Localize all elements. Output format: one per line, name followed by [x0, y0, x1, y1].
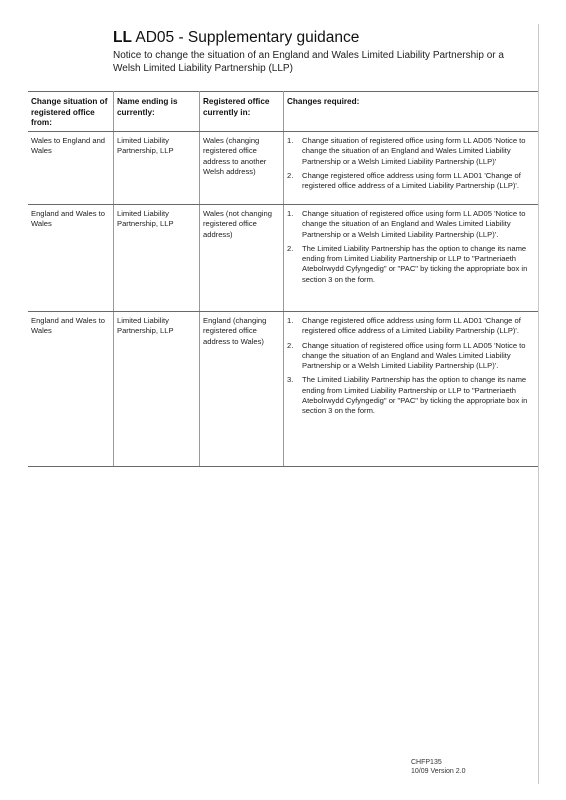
header-name-ending: Name ending is currently:	[114, 92, 200, 132]
cell-changes	[284, 312, 539, 467]
item-number: 3.	[287, 375, 294, 385]
changes-list	[287, 316, 535, 417]
item-text: Change registered office address using form LL AD01 'Change of registered office address of a Limited Liability Partnership (LLP)'.	[302, 316, 521, 336]
item-number: 1.	[287, 316, 294, 325]
page-title	[113, 29, 359, 47]
page-right-rule	[538, 24, 539, 784]
cell-from: England and Wales to Wales	[28, 312, 114, 467]
item-number: 2.	[287, 170, 294, 180]
title-prefix: LL	[113, 29, 132, 46]
list-item	[287, 316, 535, 337]
list-item	[287, 375, 535, 416]
guidance-table	[28, 91, 538, 467]
item-text: Change situation of registered office using form LL AD05 'Notice to change the situation of an England and Wales Limited Liability Partnership or a Welsh Limited Liability Partnership (LLP)'.	[302, 209, 526, 239]
cell-office: Wales (changing registered office address to another Welsh address)	[200, 132, 284, 205]
item-number: 2.	[287, 340, 294, 350]
form-version: 10/09 Version 2.0	[411, 768, 466, 775]
table-header-row	[28, 92, 538, 132]
list-item	[287, 244, 535, 285]
item-number: 2.	[287, 243, 294, 253]
title-text: AD05 - Supplementary guidance	[131, 29, 360, 46]
cell-office: Wales (not changing registered office address)	[200, 205, 284, 312]
page-footer	[411, 758, 466, 776]
table-row	[28, 312, 538, 467]
cell-changes	[284, 205, 539, 312]
cell-name-ending: Limited Liability Partnership, LLP	[114, 132, 200, 205]
header-change-situation: Change situation of registered office from:	[28, 92, 114, 132]
form-code: CHFP135	[411, 759, 442, 766]
list-item	[287, 341, 535, 372]
cell-office: England (changing registered office address to Wales)	[200, 312, 284, 467]
cell-changes	[284, 132, 539, 205]
list-item	[287, 136, 535, 167]
list-item	[287, 171, 535, 192]
changes-list	[287, 209, 535, 285]
cell-from: England and Wales to Wales	[28, 205, 114, 312]
item-text: Change situation of registered office using form LL AD05 'Notice to change the situation of an England and Wales Limited Liability Partnership or a Welsh Limited Liability Partnership (LLP)'.	[302, 340, 526, 371]
changes-list	[287, 136, 535, 191]
item-text: Change situation of registered office using form LL AD05 'Notice to change the situation of an England and Wales Limited Liability Partnership or a Welsh Limited Liability Partnership (LLP)'	[302, 136, 526, 166]
cell-from: Wales to England and Wales	[28, 132, 114, 205]
item-text: The Limited Liability Partnership has the option to change its name ending from Limited Liability Partnership or LLP to "Partneriaeth Atebolrwydd Cyfyngedig" or "PAC" by ticking the appropriate box in section 3 on the form.	[302, 375, 528, 416]
item-text: Change registered office address using form LL AD01 'Change of registered office address of a Limited Liability Partnership (LLP)'.	[302, 170, 521, 191]
item-number: 1.	[287, 209, 294, 218]
table-row	[28, 132, 538, 205]
header-changes-required: Changes required:	[284, 92, 539, 132]
guidance-table-container	[28, 91, 538, 467]
list-item	[287, 209, 535, 240]
cell-name-ending: Limited Liability Partnership, LLP	[114, 205, 200, 312]
header-registered-office: Registered office currently in:	[200, 92, 284, 132]
cell-name-ending: Limited Liability Partnership, LLP	[114, 312, 200, 467]
item-number: 1.	[287, 136, 294, 145]
table-row	[28, 205, 538, 312]
page-subtitle: Notice to change the situation of an England and Wales Limited Liability Partnership or a Welsh Limited Liability Partnership (LLP)	[113, 50, 504, 74]
item-text: The Limited Liability Partnership has the option to change its name ending from Limited Liability Partnership or LLP to "Partneriaeth Atebolrwydd Cyfyngedig" or "PAC" by ticking the appropriate box in section 3 on the form.	[302, 243, 528, 284]
